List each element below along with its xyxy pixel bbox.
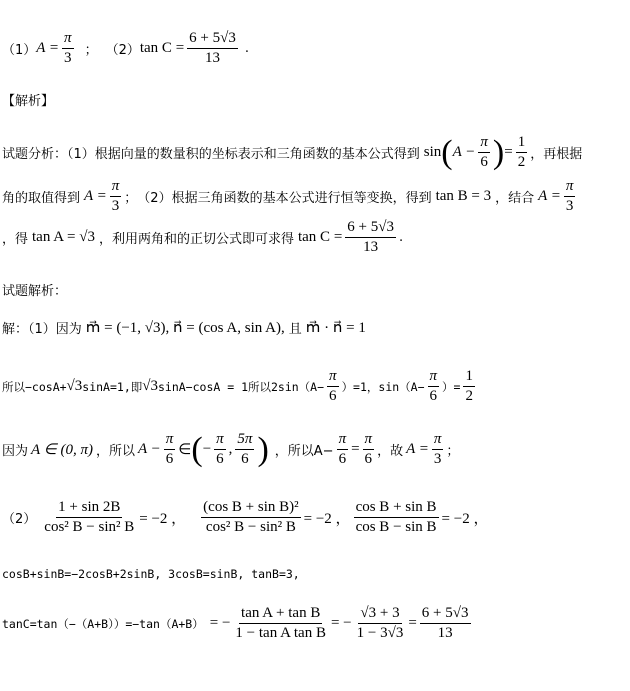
jiexi-header: 【解析】: [2, 94, 55, 109]
answer-part2-fraction: $\frac{6 + 5√3}{13}$: [189, 30, 236, 66]
analysis-line-2: 角的取值得到 A = $\frac{\pi}{3}$ ； （2）根据三角函数的基本公式进行恒等变换，得到 tan B = 3 ，结合 A = $\frac{\pi}{3}$: [2, 178, 574, 214]
solution-line-2: 所以−cosA+ √3 sinA=1,即 √3 sinA−cosA = 1所以2sin（A− $\frac{\pi}{6}$ ）=1，sin（A− $\frac{\pi}{6}$ ）= $\frac{1}{2}$: [2, 368, 473, 404]
answer-part1-label: （1）: [2, 43, 37, 58]
solution-line-5: cosB+sinB=−2cosB+2sinB, 3cosB=sinB, tanB=3,: [2, 567, 300, 581]
answer-end: .: [244, 41, 249, 56]
solution-header: 试题解析：: [2, 284, 68, 299]
answer-part1-lhs: A =: [36, 40, 60, 56]
answer-separator: ；: [84, 43, 98, 58]
solution-line-1: 解：（1）因为 m⃗ = (−1, √3), n⃗ = (cos A, sin A), 且 m⃗ · n⃗ = 1: [2, 320, 366, 337]
answer-part2-label: （2）: [105, 43, 140, 58]
answer-part2-lhs: tan C =: [139, 40, 185, 56]
answer-line: [2, 30, 249, 67]
solution-line-3: 因为 A ∈ (0, π) ，所以 A − $\frac{\pi}{6}$ ∈ ( − $\frac{\pi}{6}$ , $\frac{5\pi}{6}$ ) ，所以A− $\frac{\pi}{6}$ = $\frac{\pi}{6}$ ，故 A = $\frac{\pi}{3}$ ；: [2, 430, 460, 468]
solution-line-4: （2） $\frac{1 + \sin 2B}{\text{cos² B − sin² B}}$ = −2 ， $\frac{\text{(cos B + sin B)²}}{\text{cos² B − sin² B}}$ = −2 ， $\frac{\text{cos B + sin B}}{\text{cos B − sin B}}$ = −2 ，: [2, 499, 489, 535]
solution-line-6: tanC=tan（−（A+B））=−tan（A+B） = − $\frac{\text{tan A + tan B}}{\text{1 − tan A tan B}}$ = − $\frac{√3 + 3}{1 - 3√3}$ = $\frac{6 + 5√3}{13}$: [2, 605, 469, 641]
answer-part1-fraction: $\frac{\pi}{3}$: [64, 30, 72, 66]
analysis-line-3: ，得 tan A = √3 ，利用两角和的正切公式即可求得 tan C = $\frac{6 + 5√3}{13}$ .: [2, 219, 404, 255]
analysis-line-1: 试题分析：（1）根据向量的数量积的坐标表示和三角函数的基本公式得到 sin ( A − $\frac{\pi}{6}$ ) = $\frac{1}{2}$ ，再根据: [2, 133, 583, 171]
